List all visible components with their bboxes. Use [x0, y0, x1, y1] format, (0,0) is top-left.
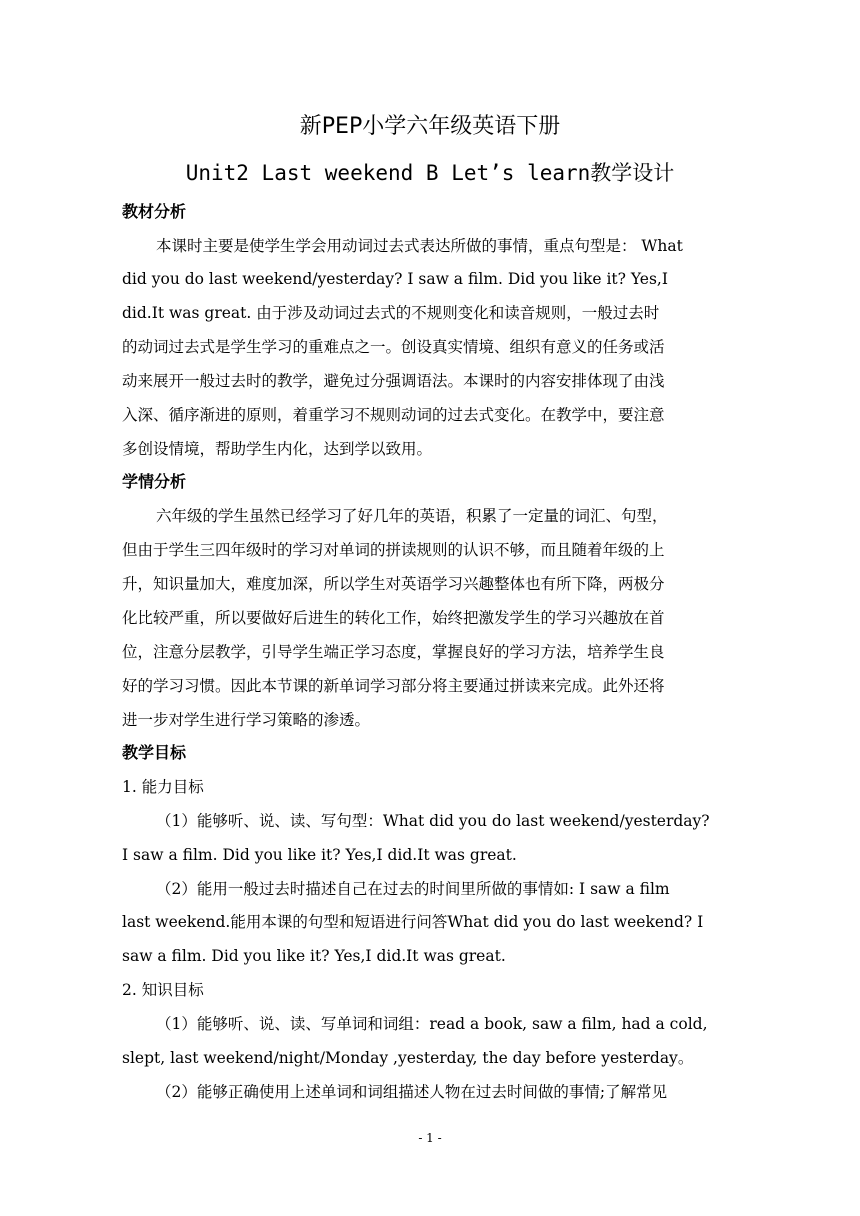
goal2-line: （2）能够正确使用上述单词和词组描述人物在过去时间做的事情;了解常见	[156, 1083, 668, 1101]
goal1-line: I saw a film. Did you like it? Yes,I did.It was great.	[122, 846, 517, 864]
students-line: 升，知识量加大，难度加深，所以学生对英语学习兴趣整体也有所下降，两极分	[122, 575, 665, 593]
goal1-line: saw a film. Did you like it? Yes,I did.It was great.	[122, 947, 506, 965]
students-line: 六年级的学生虽然已经学习了好几年的英语，积累了一定量的词汇、句型，	[156, 507, 668, 525]
students-line: 好的学习习惯。因此本节课的新单词学习部分将主要通过拼读来完成。此外还将	[122, 677, 665, 695]
page-number: - 1 -	[418, 1131, 442, 1145]
document-subtitle: Unit2 Last weekend B Let’s learn教学设计	[185, 161, 675, 185]
analysis-line: 动来展开一般过去时的教学，避免过分强调语法。本课时的内容安排体现了由浅	[122, 372, 665, 390]
analysis-line: did you do last weekend/yesterday? I saw a film. Did you like it? Yes,I	[122, 270, 668, 288]
students-line: 化比较严重，所以要做好后进生的转化工作，始终把激发学生的学习兴趣放在首	[122, 609, 665, 627]
goal2-title: 2. 知识目标	[122, 981, 204, 999]
section-heading-goals: 教学目标	[122, 743, 187, 762]
students-line: 进一步对学生进行学习策略的渗透。	[122, 711, 371, 729]
goal1-line: （1）能够听、说、读、写句型：What did you do last weekend/yesterday?	[156, 812, 710, 830]
section-heading-analysis: 教材分析	[122, 202, 187, 221]
section-heading-students: 学情分析	[122, 472, 187, 491]
analysis-line: 入深、循序渐进的原则，着重学习不规则动词的过去式变化。在教学中，要注意	[122, 406, 665, 424]
analysis-line: 本课时主要是使学生学会用动词过去式表达所做的事情，重点句型是： What	[156, 237, 683, 255]
students-line: 位，注意分层教学，引导学生端正学习态度，掌握良好的学习方法，培养学生良	[122, 643, 665, 661]
goal2-line: （1）能够听、说、读、写单词和词组：read a book, saw a film, had a cold,	[156, 1015, 708, 1033]
goal1-line: （2）能用一般过去时描述自己在过去的时间里所做的事情如: I saw a film	[156, 880, 670, 898]
students-line: 但由于学生三四年级时的学习对单词的拼读规则的认识不够，而且随着年级的上	[122, 541, 665, 559]
goal1-title: 1. 能力目标	[122, 778, 204, 796]
analysis-line: 多创设情境，帮助学生内化，达到学以致用。	[122, 440, 433, 458]
goal2-line: slept, last weekend/night/Monday ,yesterday, the day before yesterday。	[122, 1049, 694, 1067]
document-title: 新PEP小学六年级英语下册	[299, 114, 561, 139]
analysis-line: 的动词过去式是学生学习的重难点之一。创设真实情境、组织有意义的任务或活	[122, 338, 665, 356]
analysis-line: did.It was great. 由于涉及动词过去式的不规则变化和读音规则，一般过去时	[122, 304, 660, 322]
goal1-line: last weekend.能用本课的句型和短语进行问答What did you do last weekend? I	[122, 913, 704, 931]
